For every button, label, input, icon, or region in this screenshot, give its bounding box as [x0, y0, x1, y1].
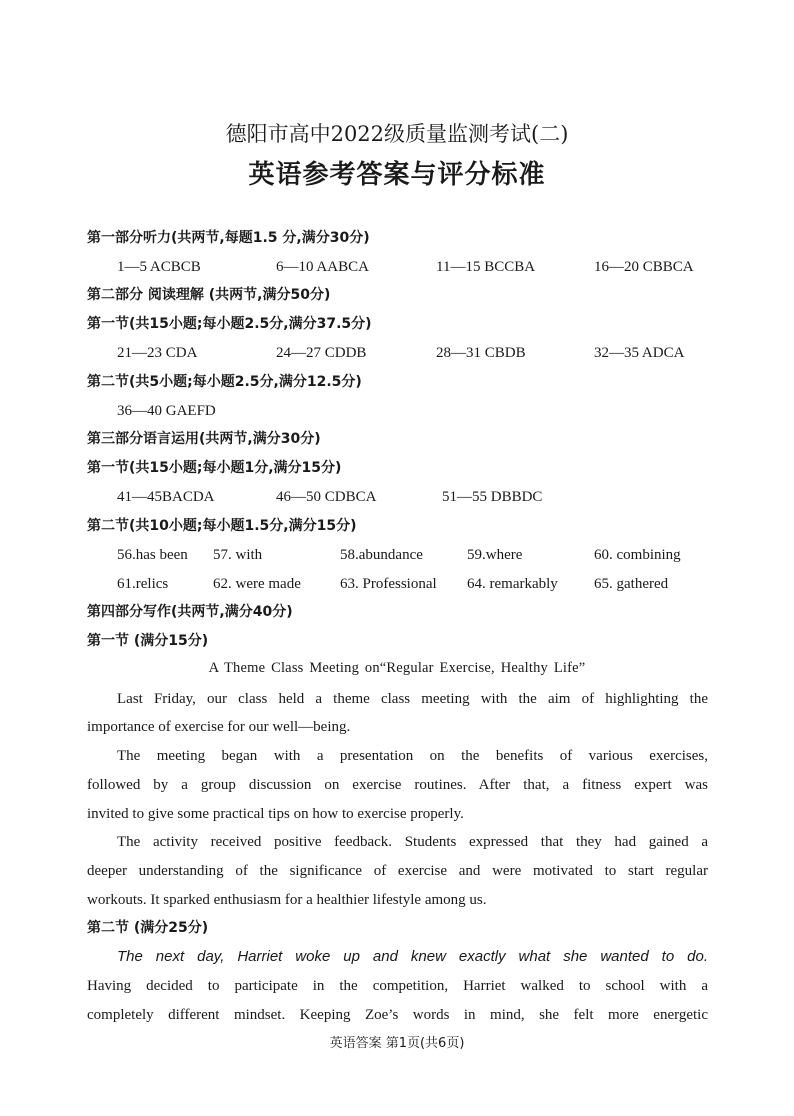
exam-title: 德阳市高中2022级质量监测考试(二): [225, 122, 569, 146]
answer-group: 11—15 BCCBA: [436, 259, 536, 275]
fill-answer: 64. remarkably: [467, 576, 558, 592]
essay-line: importance of exercise for our well—being.: [87, 719, 351, 735]
fill-answer: 62. were made: [213, 576, 301, 592]
answer-group: 1—5 ACBCB: [117, 259, 201, 275]
part2-section2-heading: 第二节(共5小题;每小题2.5分,满分12.5分): [87, 374, 362, 390]
continuation-line: The next day, Harriet woke up and knew exactly what she wanted to do.: [117, 948, 708, 965]
part4-section2-heading: 第二节 (满分25分): [87, 920, 209, 936]
part2-section1-heading: 第一节(共15小题;每小题2.5分,满分37.5分): [87, 316, 372, 332]
part4-section1-heading: 第一节 (满分15分): [87, 633, 209, 649]
answer-group: 41—45BACDA: [117, 489, 215, 505]
fill-answer: 56.has been: [117, 547, 188, 563]
part3-section1-heading: 第一节(共15小题;每小题1分,满分15分): [87, 460, 342, 476]
answer-group: 16—20 CBBCA: [594, 259, 694, 275]
essay-line: The meeting began with a presentation on the benefits of various exercises,: [117, 748, 708, 764]
answer-group: 28—31 CBDB: [436, 345, 526, 361]
essay-line: The activity received positive feedback. Students expressed that they had gained a: [117, 834, 708, 850]
essay-line: Last Friday, our class held a theme class meeting with the aim of highlighting the: [117, 691, 708, 707]
answer-group: 51—55 DBBDC: [442, 489, 543, 505]
fill-answer: 61.relics: [117, 576, 169, 592]
part3-section2-heading: 第二节(共10小题;每小题1.5分,满分15分): [87, 518, 357, 534]
continuation-line: completely different mindset. Keeping Zoe’s words in mind, she felt more energetic: [87, 1007, 708, 1023]
fill-answer: 58.abundance: [340, 547, 423, 563]
continuation-line: Having decided to participate in the competition, Harriet walked to school with a: [87, 978, 708, 994]
answer-group: 46—50 CDBCA: [276, 489, 377, 505]
essay-line: followed by a group discussion on exercise routines. After that, a fitness expert was: [87, 777, 708, 793]
fill-answer: 57. with: [213, 547, 263, 563]
fill-answer: 60. combining: [594, 547, 681, 563]
part1-heading: 第一部分听力(共两节,每题1.5 分,满分30分): [87, 230, 370, 246]
essay-title: A Theme Class Meeting on“Regular Exercise, Healthy Life”: [208, 660, 586, 676]
fill-answer: 59.where: [467, 547, 523, 563]
answer-group: 36—40 GAEFD: [117, 403, 216, 419]
essay-line: deeper understanding of the significance of exercise and were motivated to start regular: [87, 863, 708, 879]
answer-group: 21—23 CDA: [117, 345, 198, 361]
answer-group: 24—27 CDDB: [276, 345, 367, 361]
answer-group: 32—35 ADCA: [594, 345, 685, 361]
answer-group: 6—10 AABCA: [276, 259, 369, 275]
answer-key-title: 英语参考答案与评分标准: [248, 160, 546, 190]
part3-heading: 第三部分语言运用(共两节,满分30分): [87, 431, 321, 447]
fill-answer: 65. gathered: [594, 576, 669, 592]
fill-answer: 63. Professional: [340, 576, 437, 592]
part4-heading: 第四部分写作(共两节,满分40分): [87, 604, 293, 620]
part2-heading: 第二部分 阅读理解 (共两节,满分50分): [87, 287, 331, 303]
page-footer: 英语答案 第1页(共6页): [329, 1036, 465, 1051]
essay-line: invited to give some practical tips on how to exercise properly.: [87, 806, 464, 822]
essay-line: workouts. It sparked enthusiasm for a healthier lifestyle among us.: [87, 892, 487, 908]
